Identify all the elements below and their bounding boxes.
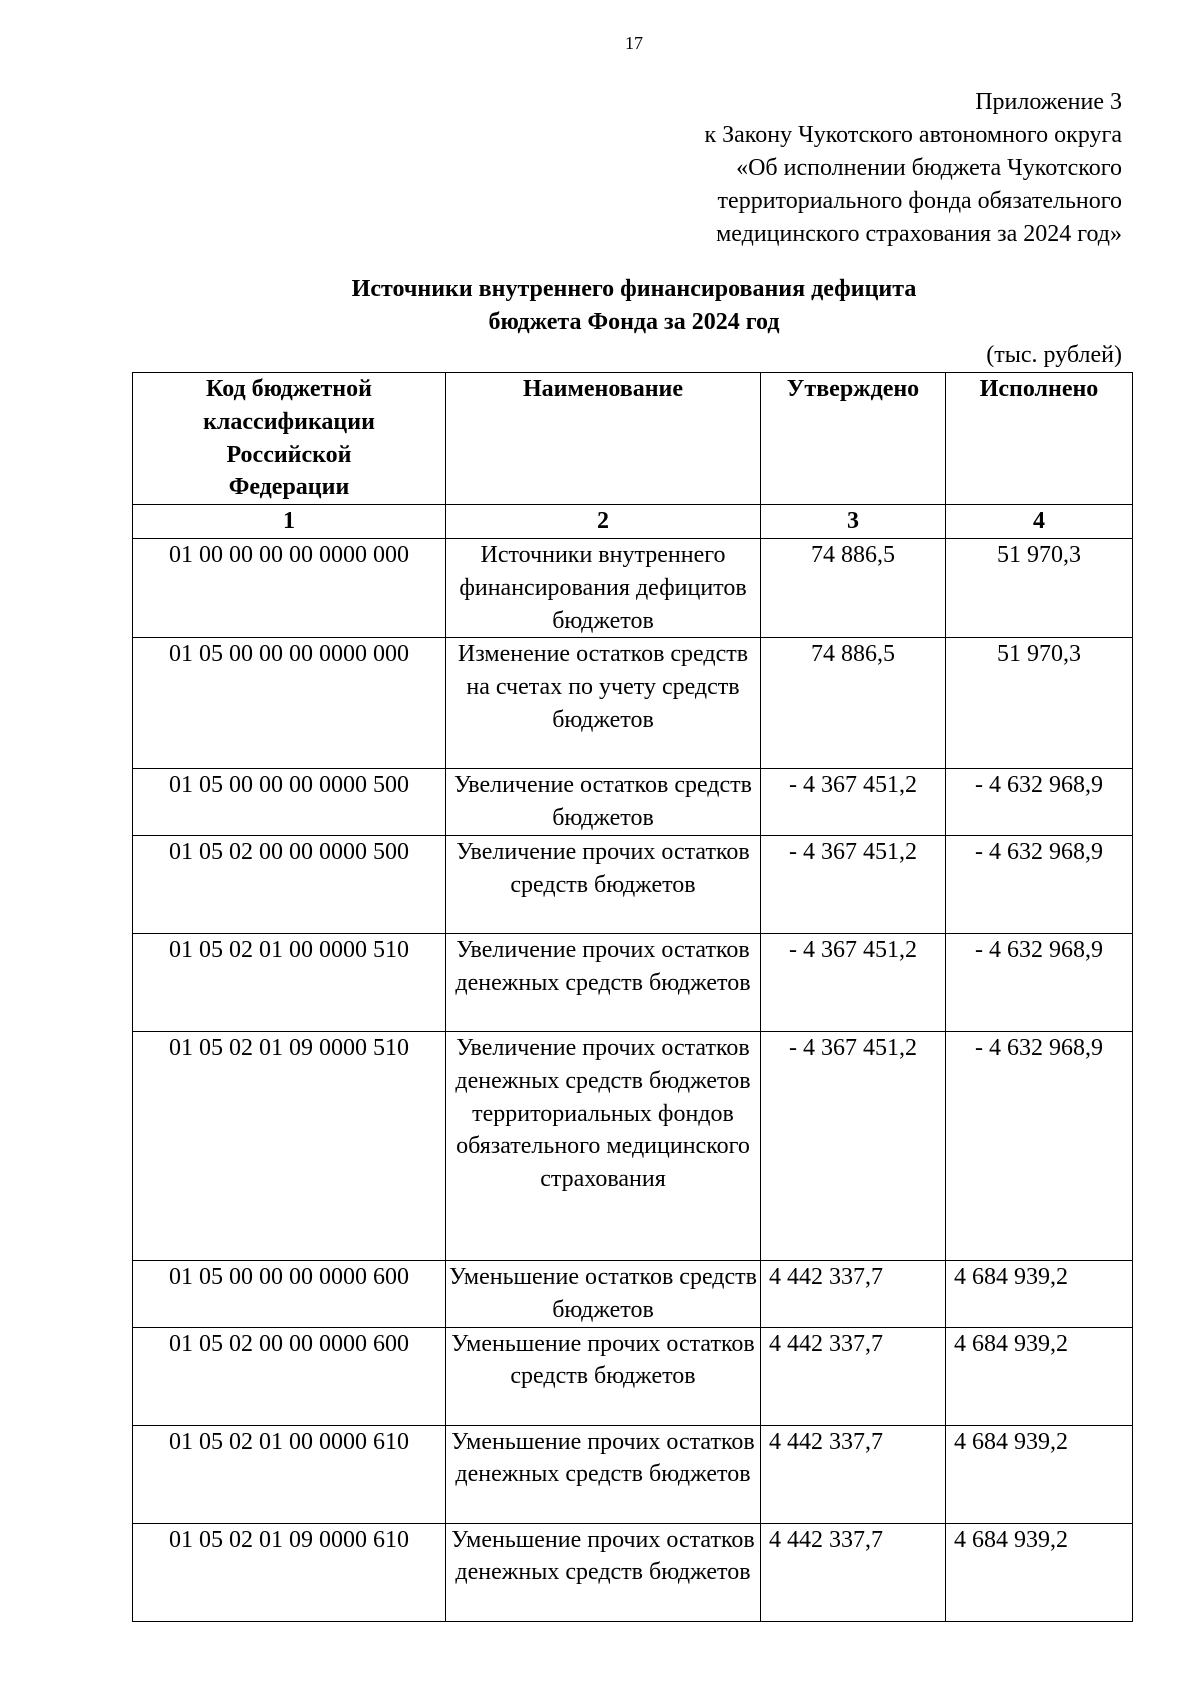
- column-number: 2: [446, 505, 761, 539]
- cell-code: 01 05 00 00 00 0000 600: [133, 1260, 446, 1327]
- table-header-row: [133, 373, 1133, 505]
- table-row: [133, 1031, 1133, 1260]
- cell-approved: 4 442 337,7: [761, 1327, 946, 1425]
- column-number: 4: [946, 505, 1133, 539]
- cell-executed: 51 970,3: [946, 638, 1133, 769]
- title-line: бюджета Фонда за 2024 год: [488, 309, 780, 335]
- table-row: [133, 538, 1133, 637]
- table-row: [133, 933, 1133, 1031]
- header-name: Наименование: [446, 373, 761, 505]
- cell-code: 01 05 00 00 00 0000 500: [133, 769, 446, 836]
- cell-approved: - 4 367 451,2: [761, 1031, 946, 1260]
- appendix-block: [522, 86, 1122, 251]
- header-approved: Утверждено: [761, 373, 946, 505]
- cell-executed: - 4 632 968,9: [946, 1031, 1133, 1260]
- table-row: [133, 638, 1133, 769]
- cell-code: 01 05 02 01 00 0000 510: [133, 933, 446, 1031]
- cell-name: Уменьшение остатков средств бюджетов: [446, 1260, 761, 1327]
- units-label: (тыс. рублей): [986, 342, 1122, 368]
- cell-code: 01 05 02 00 00 0000 600: [133, 1327, 446, 1425]
- cell-executed: 4 684 939,2: [946, 1327, 1133, 1425]
- cell-executed: 51 970,3: [946, 538, 1133, 637]
- cell-code: 01 05 00 00 00 0000 000: [133, 638, 446, 769]
- cell-code: 01 05 02 01 09 0000 610: [133, 1523, 446, 1621]
- title-line: Источники внутреннего финансирования дефицита: [351, 276, 917, 302]
- cell-name: Источники внутреннего финансирования дефицитов бюджетов: [446, 538, 761, 637]
- cell-executed: 4 684 939,2: [946, 1523, 1133, 1621]
- cell-executed: - 4 632 968,9: [946, 933, 1133, 1031]
- appendix-line: медицинского страхования за 2024 год»: [716, 221, 1122, 247]
- cell-name: Уменьшение прочих остатков денежных средств бюджетов: [446, 1523, 761, 1621]
- table-row: [133, 1425, 1133, 1523]
- cell-name: Увеличение остатков средств бюджетов: [446, 769, 761, 836]
- table-row: [133, 835, 1133, 933]
- cell-approved: 4 442 337,7: [761, 1260, 946, 1327]
- cell-code: 01 05 02 00 00 0000 500: [133, 835, 446, 933]
- table-row: [133, 769, 1133, 836]
- cell-approved: 74 886,5: [761, 538, 946, 637]
- cell-approved: - 4 367 451,2: [761, 835, 946, 933]
- cell-executed: 4 684 939,2: [946, 1260, 1133, 1327]
- appendix-line: к Закону Чукотского автономного округа: [704, 122, 1122, 148]
- column-number: 3: [761, 505, 946, 539]
- cell-approved: - 4 367 451,2: [761, 933, 946, 1031]
- cell-approved: 4 442 337,7: [761, 1425, 946, 1523]
- cell-code: 01 00 00 00 00 0000 000: [133, 538, 446, 637]
- cell-code: 01 05 02 01 00 0000 610: [133, 1425, 446, 1523]
- cell-name: Уменьшение прочих остатков средств бюджетов: [446, 1327, 761, 1425]
- appendix-line: «Об исполнении бюджета Чукотского: [736, 155, 1122, 181]
- appendix-line: Приложение 3: [975, 89, 1122, 115]
- header-code: Код бюджетной классификации Российской Федерации: [133, 373, 446, 505]
- column-number: 1: [133, 505, 446, 539]
- header-executed: Исполнено: [946, 373, 1133, 505]
- cell-name: Изменение остатков средств на счетах по учету средств бюджетов: [446, 638, 761, 769]
- document-title: [0, 273, 1200, 339]
- cell-name: Уменьшение прочих остатков денежных средств бюджетов: [446, 1425, 761, 1523]
- cell-approved: 74 886,5: [761, 638, 946, 769]
- cell-executed: 4 684 939,2: [946, 1425, 1133, 1523]
- column-number-row: [133, 505, 1133, 539]
- cell-name: Увеличение прочих остатков денежных средств бюджетов: [446, 933, 761, 1031]
- page-number: 17: [625, 33, 643, 53]
- cell-executed: - 4 632 968,9: [946, 769, 1133, 836]
- table-row: [133, 1327, 1133, 1425]
- cell-name: Увеличение прочих остатков денежных средств бюджетов территориальных фондов обязательного медицинского страхования: [446, 1031, 761, 1260]
- cell-approved: - 4 367 451,2: [761, 769, 946, 836]
- table-row: [133, 1523, 1133, 1621]
- cell-approved: 4 442 337,7: [761, 1523, 946, 1621]
- sources-table: [132, 372, 1133, 1622]
- appendix-line: территориального фонда обязательного: [717, 188, 1122, 214]
- table-row: [133, 1260, 1133, 1327]
- cell-executed: - 4 632 968,9: [946, 835, 1133, 933]
- cell-name: Увеличение прочих остатков средств бюджетов: [446, 835, 761, 933]
- cell-code: 01 05 02 01 09 0000 510: [133, 1031, 446, 1260]
